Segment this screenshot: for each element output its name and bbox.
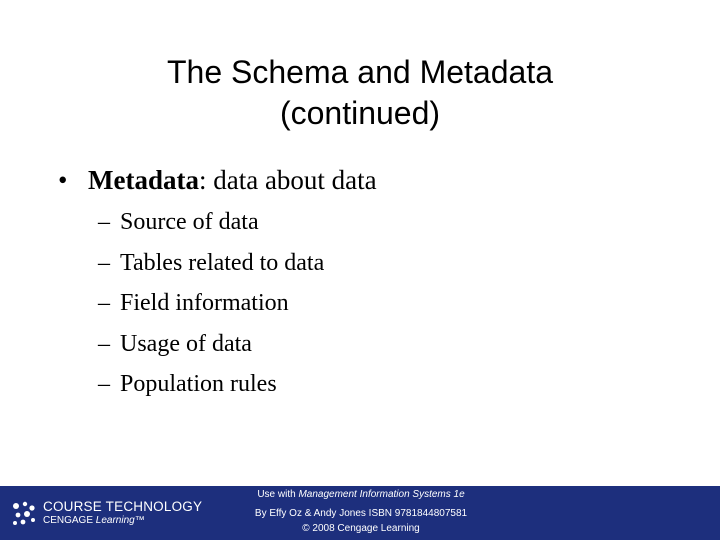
sub-bullet-item [98, 283, 324, 324]
sub-bullet-text: Field information [120, 290, 289, 316]
credit-book-title: Management Information Systems 1e [298, 489, 465, 500]
sub-bullet-item [98, 202, 324, 243]
bullet-definition: : data about data [198, 165, 377, 195]
sub-bullet-text: Usage of data [120, 330, 252, 357]
credit-copyright: © 2008 Cengage Learning [302, 523, 420, 534]
dash-marker: – [98, 249, 110, 276]
credit-prefix: Use with [257, 489, 299, 500]
sub-bullet-text: Population rules [120, 371, 277, 397]
logo-subline [43, 514, 145, 527]
dash-marker: – [98, 209, 110, 235]
sub-bullet-item [98, 243, 324, 284]
credit-authors: By Effy Oz & Andy Jones ISBN 9781844807581 [254, 508, 468, 519]
sub-bullet-item [98, 324, 324, 365]
course-technology-logo [10, 499, 230, 529]
footer-credit [236, 488, 486, 535]
bullet-term: Metadata [88, 165, 199, 195]
slide-title-line-1: The Schema and Metadata [166, 54, 553, 90]
dash-marker: – [98, 371, 110, 397]
main-bullet [58, 162, 377, 198]
course-technology-logo-icon [10, 499, 38, 527]
slide-title-line-2: (continued) [279, 95, 441, 131]
slide-title [0, 52, 720, 134]
bullet-dot: • [58, 165, 68, 195]
logo-learning: Learning [95, 515, 135, 526]
credit-book-line [236, 488, 486, 501]
sub-bullet-list [98, 202, 324, 405]
logo-cengage: CENGAGE [43, 515, 94, 526]
sub-bullet-text: Tables related to data [120, 249, 325, 276]
logo-trademark: ™ [134, 515, 145, 526]
sub-bullet-text: Source of data [120, 209, 259, 235]
dash-marker: – [98, 330, 110, 357]
logo-wordmark: COURSE TECHNOLOGY [43, 499, 203, 514]
sub-bullet-item [98, 364, 324, 405]
dash-marker: – [98, 290, 110, 316]
